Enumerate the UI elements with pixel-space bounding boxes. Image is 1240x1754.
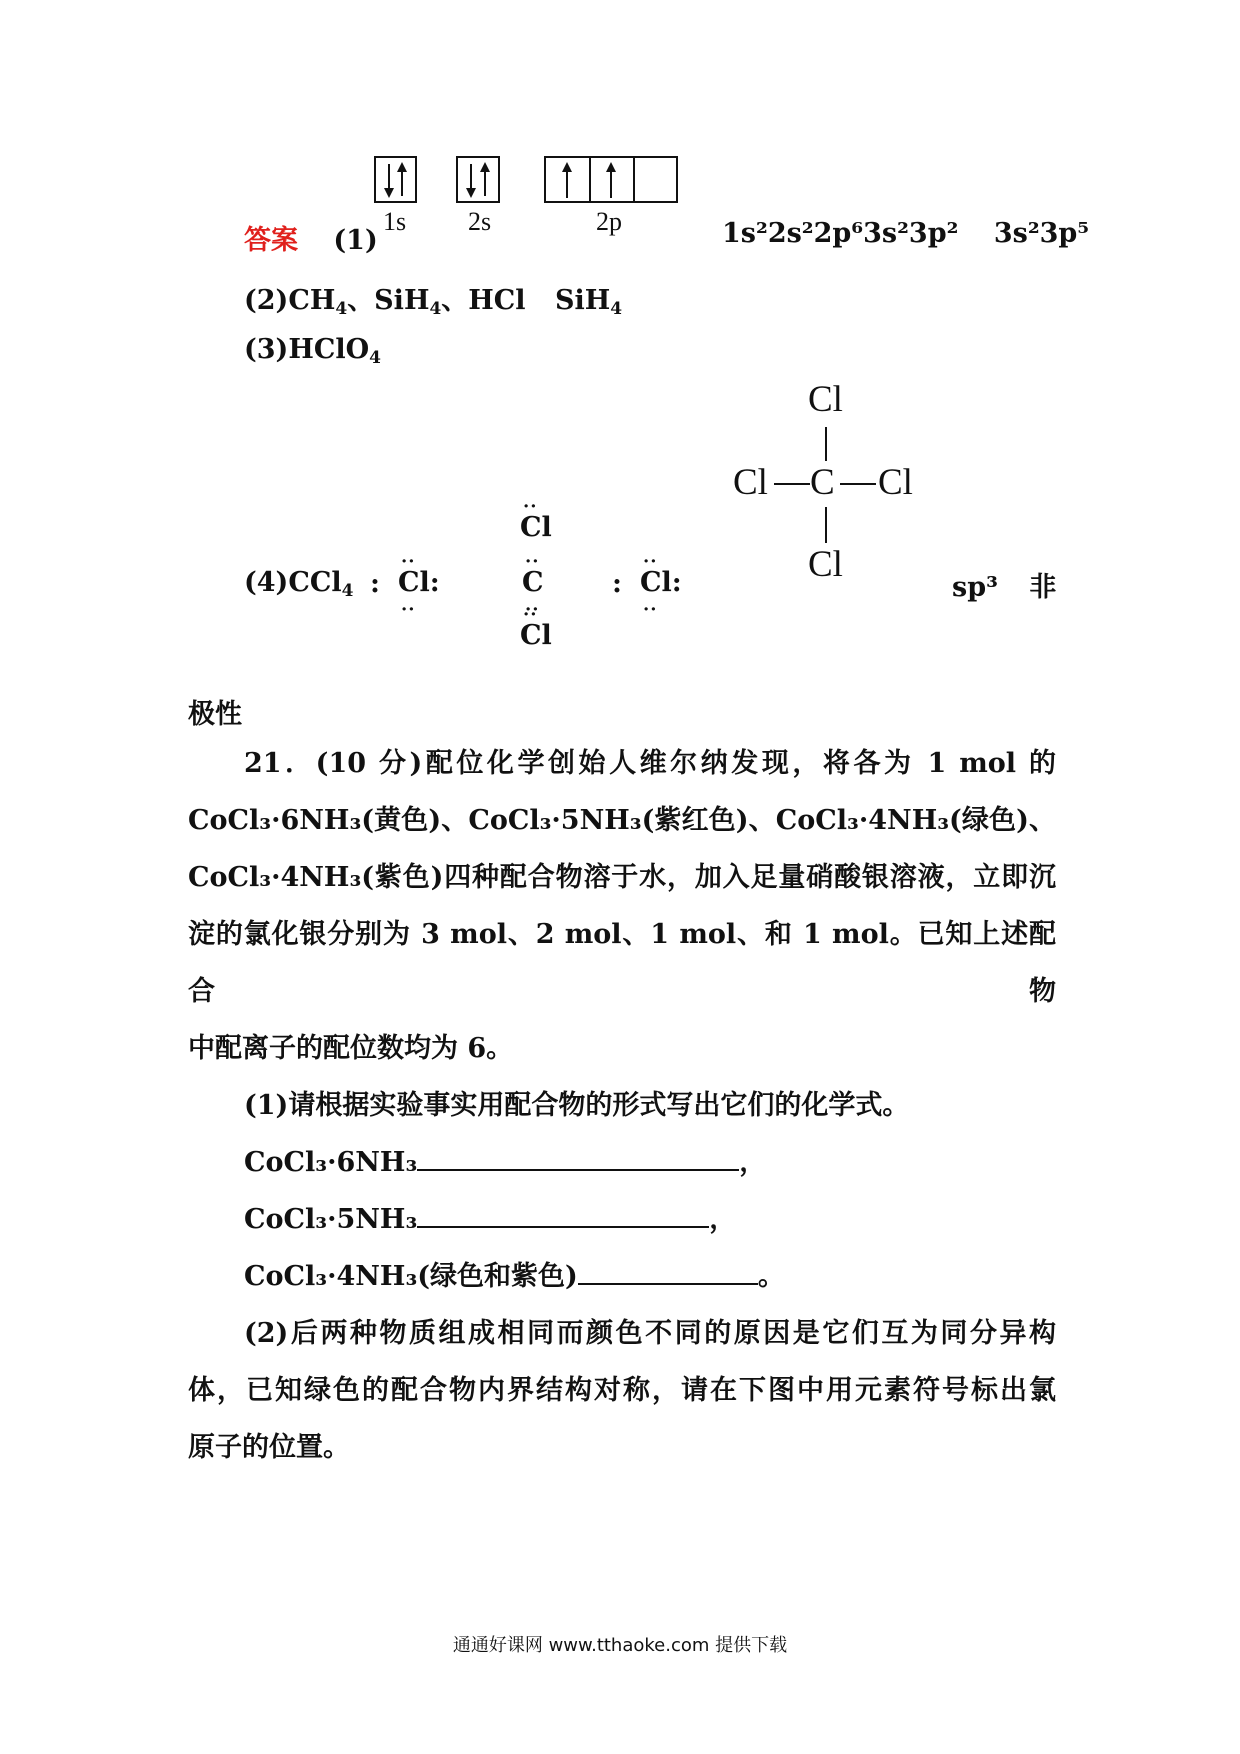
formula-row-1: CoCl₃·6NH₃ ，: [244, 1147, 767, 1178]
bond-line: [774, 483, 810, 485]
bond-line: [825, 507, 827, 543]
config-si: 1s²2s²2p⁶3s²3p²: [722, 218, 959, 249]
orbital-label-2p: 2p: [596, 207, 622, 236]
electron-up-icon: [546, 158, 676, 201]
footer-credit: 通通好课网 www.tthaoke.com 提供下载: [452, 1635, 788, 1656]
q21-sub1: (1)请根据实验事实用配合物的形式写出它们的化学式。: [244, 1090, 910, 1121]
orbital-box-1s: [374, 156, 417, 203]
q21-line1: 21．(10 分)配位化学创始人维尔纳发现，将各为 1 mol 的: [244, 748, 1056, 779]
polarity-text: 极性: [188, 699, 242, 730]
q21-sub2-line3: 原子的位置。: [188, 1432, 350, 1463]
struct-c-center: C: [810, 462, 835, 503]
q21-sub2-line1: (2)后两种物质组成相同而颜色不同的原因是它们互为同分异构: [244, 1318, 1056, 1349]
lewis-c-center: ·· C ··: [522, 567, 544, 598]
orbital-box-2p: [544, 156, 678, 203]
q21-line2: CoCl₃·6NH₃(黄色)、CoCl₃·5NH₃(紫红色)、CoCl₃·4NH₃(绿色)、: [188, 805, 1056, 836]
config-cl: 3s²3p⁵: [993, 218, 1090, 249]
formula-row-2: CoCl₃·5NH₃ ，: [244, 1204, 737, 1235]
struct-cl-left: Cl: [733, 462, 768, 503]
answer-blank-3[interactable]: [578, 1261, 758, 1285]
orbital-label-2s: 2s: [468, 207, 492, 236]
formula-row-3: CoCl₃·4NH₃(绿色和紫色) 。: [244, 1261, 785, 1292]
electron-pair-icon: [458, 158, 498, 201]
orbital-box-2s: [456, 156, 500, 203]
answer-part2: $(2)CH_4$、SiH$_4$、HCl SiH$_4$: [244, 285, 623, 319]
lone-pair-colon: :: [370, 568, 380, 599]
electron-pair-icon: [376, 158, 415, 201]
struct-cl-top: Cl: [808, 379, 843, 420]
lewis-cl-left: ·· Cl ··:: [398, 567, 440, 598]
q21-line3: CoCl₃·4NH₃(紫色)四种配合物溶于水，加入足量硝酸银溶液，立即沉: [188, 862, 1056, 893]
q21-sub2-line2: 体，已知绿色的配合物内界结构对称，请在下图中用元素符号标出氯: [188, 1375, 1056, 1406]
q21-line5: 中配离子的配位数均为 6。: [188, 1033, 514, 1064]
struct-cl-bottom: Cl: [808, 544, 843, 585]
answer-label: [244, 218, 378, 257]
part1-number: (1): [333, 225, 378, 256]
answer-part4: (4)CCl$_4$: [244, 567, 354, 601]
lewis-cl-bottom: ·· Cl: [520, 620, 552, 651]
bond-line: [825, 427, 827, 461]
lewis-cl-top: ·· Cl: [520, 512, 552, 543]
hybridization: sp³ 非: [952, 572, 1057, 603]
lewis-structure: [370, 512, 690, 652]
answer-part3: (3)HClO$_4$: [244, 334, 381, 368]
part2-answer: SiH: [554, 285, 611, 316]
struct-cl-right: Cl: [878, 462, 913, 503]
question-21: [188, 735, 1056, 1476]
lewis-cl-right: ·· Cl ··:: [640, 567, 682, 598]
bond-line: [840, 483, 876, 485]
orbital-label-1s: 1s: [383, 207, 407, 236]
lone-pair-colon: :: [612, 568, 622, 599]
answer-label-text: 答案: [244, 225, 298, 256]
answer-blank-1[interactable]: [417, 1147, 739, 1171]
answer-blank-2[interactable]: [417, 1204, 709, 1228]
q21-line4: 淀的氯化银分别为 3 mol、2 mol、1 mol、和 1 mol。已知上述配合物: [188, 919, 1056, 1007]
electron-config: [722, 218, 1089, 249]
